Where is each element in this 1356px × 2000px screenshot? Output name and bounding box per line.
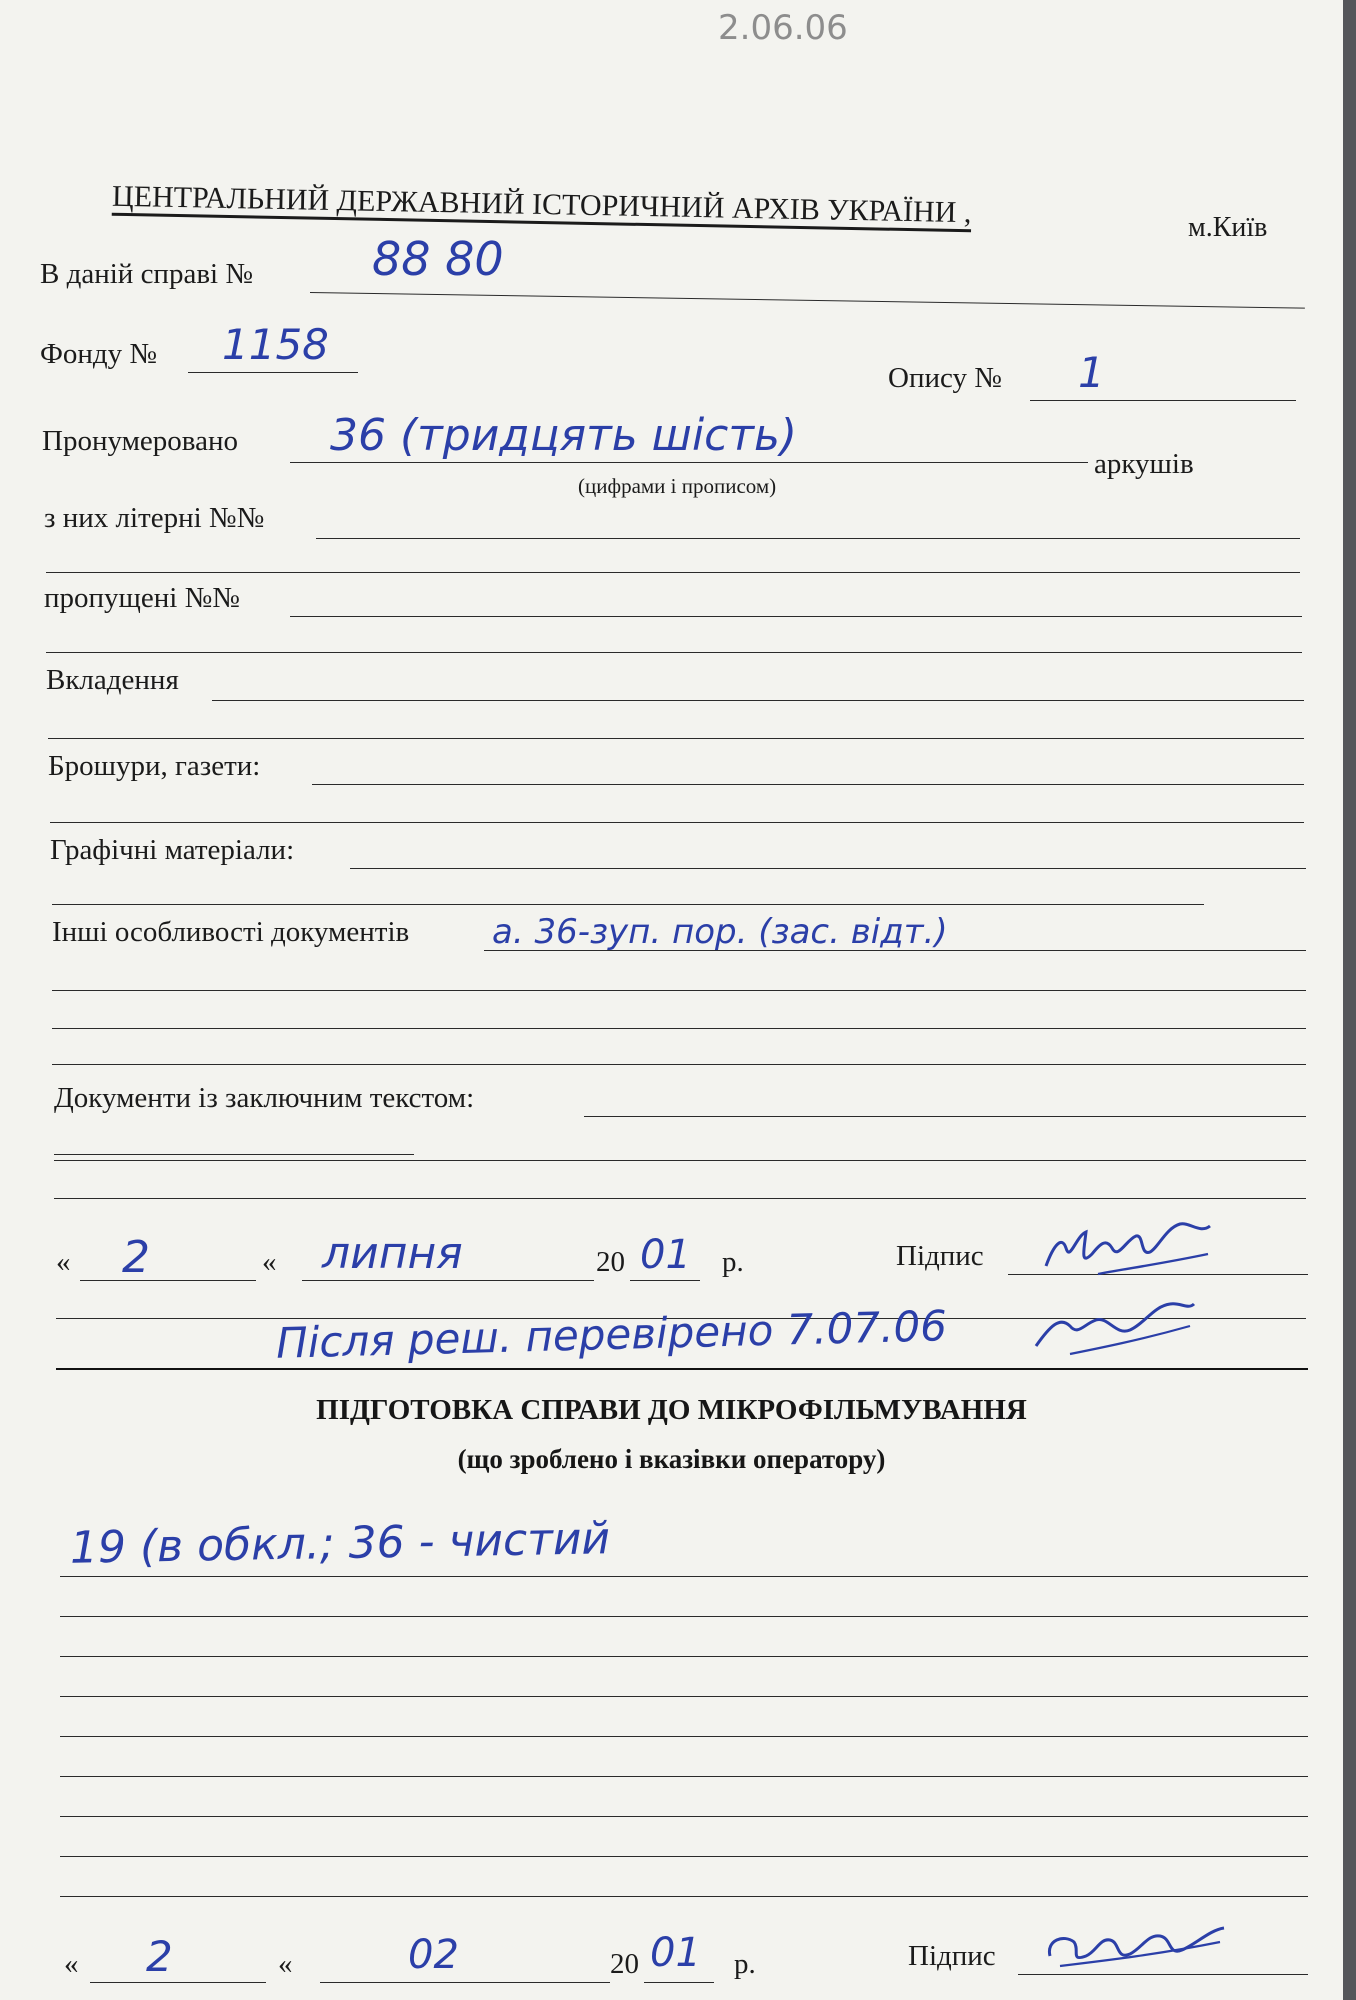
instructions-line-8 [60,1856,1308,1857]
section-divider [56,1368,1308,1370]
date1-month-line [302,1280,594,1281]
brochures-line [312,784,1304,785]
instructions-line-7 [60,1816,1308,1817]
date2-open-quote: « [64,1948,79,1980]
final-text-label: Документи із заключним текстом: [54,1082,475,1114]
instructions-line-6 [60,1776,1308,1777]
date2-close-quote: « [278,1948,293,1980]
graphics-line-2 [52,904,1204,905]
numbered-hint: (цифрами і прописом) [578,474,777,498]
case-value: 88 80 [372,232,504,286]
date2-year-prefix: 20 [610,1948,639,1980]
instructions-line-9 [60,1896,1308,1897]
date1-day: 2 [122,1232,150,1283]
attachments-line-2 [48,738,1304,739]
date1-month: липня [322,1228,463,1279]
attachments-line [212,700,1304,701]
date2-sign-label: Підпис [908,1940,996,1972]
opys-label: Опису № [888,362,1002,394]
brochures-line-2 [50,822,1304,823]
litera-label: з них літерні №№ [44,502,265,534]
date1-year-suffix: 01 [640,1232,691,1278]
final-text-line-2a [54,1154,414,1155]
case-line [310,292,1305,309]
other-value: а. 36-зуп. пор. (зас. відт.) [492,912,948,952]
final-text-line-2b [54,1160,1306,1161]
skipped-line [290,616,1302,617]
other-label: Інші особливості документів [52,916,410,948]
date1-year-prefix: 20 [596,1246,625,1278]
date1-year-line [630,1280,700,1281]
date2-year-suffix: 01 [650,1930,701,1976]
date2-year-line [644,1982,714,1983]
date2-day-line [90,1982,266,1983]
date2-signature [1040,1916,1230,1976]
opys-value: 1 [1078,348,1105,397]
section-subtitle: (що зроблено і вказівки оператору) [457,1444,886,1474]
page-edge-shadow [1343,0,1356,2000]
opys-line [1030,400,1296,401]
city-label: м.Київ [1188,212,1268,243]
section-title: ПІДГОТОВКА СПРАВИ ДО МІКРОФІЛЬМУВАННЯ [316,1394,1027,1426]
attachments-label: Вкладення [46,664,179,696]
instructions-line-2 [60,1616,1308,1617]
graphics-label: Графічні матеріали: [50,834,295,866]
instructions-line-4 [60,1696,1308,1697]
date1-day-line [80,1280,256,1281]
instructions-line-3 [60,1656,1308,1657]
final-text-line-3 [54,1198,1306,1199]
other-line-2 [52,990,1306,991]
date2-r: р. [734,1948,756,1980]
skipped-label: пропущені №№ [44,582,240,614]
date2-day: 2 [146,1932,173,1981]
fond-label: Фонду № [40,338,158,370]
archive-title: ЦЕНТРАЛЬНИЙ ДЕРЖАВНИЙ ІСТОРИЧНИЙ АРХІВ УКРАЇНИ , [111,179,972,230]
instructions-value: 19 (в обкл.; 36 - чистий [69,1513,611,1574]
numbered-value: 36 (тридцять шість) [330,410,798,461]
brochures-label: Брошури, газети: [48,750,261,782]
litera-line-2 [46,572,1300,573]
litera-line [316,538,1300,539]
date1-sign-label: Підпис [896,1240,984,1272]
numbered-line [290,462,1088,463]
numbered-label: Пронумеровано [42,425,239,457]
check-note-signature [1030,1296,1200,1366]
date1-open-quote: « [56,1246,71,1278]
date2-month-line [320,1982,610,1983]
date1-r: р. [722,1246,744,1278]
instructions-line-5 [60,1736,1308,1737]
fond-line [188,372,358,373]
case-label: В даній справі № [40,258,253,290]
skipped-line-2 [46,652,1302,653]
pencil-date: 2.06.06 [718,8,848,48]
numbered-suffix: аркушів [1094,448,1194,480]
graphics-line [350,868,1306,869]
final-text-line [584,1116,1306,1117]
other-line-4 [52,1064,1306,1065]
date2-month: 02 [408,1932,459,1978]
check-note: Після реш. перевірено 7.07.06 [275,1301,948,1368]
date1-signature [1040,1214,1220,1284]
date1-close-quote: « [262,1246,277,1278]
instructions-line-1 [60,1576,1308,1577]
fond-value: 1158 [222,320,329,369]
other-line-3 [52,1028,1306,1029]
